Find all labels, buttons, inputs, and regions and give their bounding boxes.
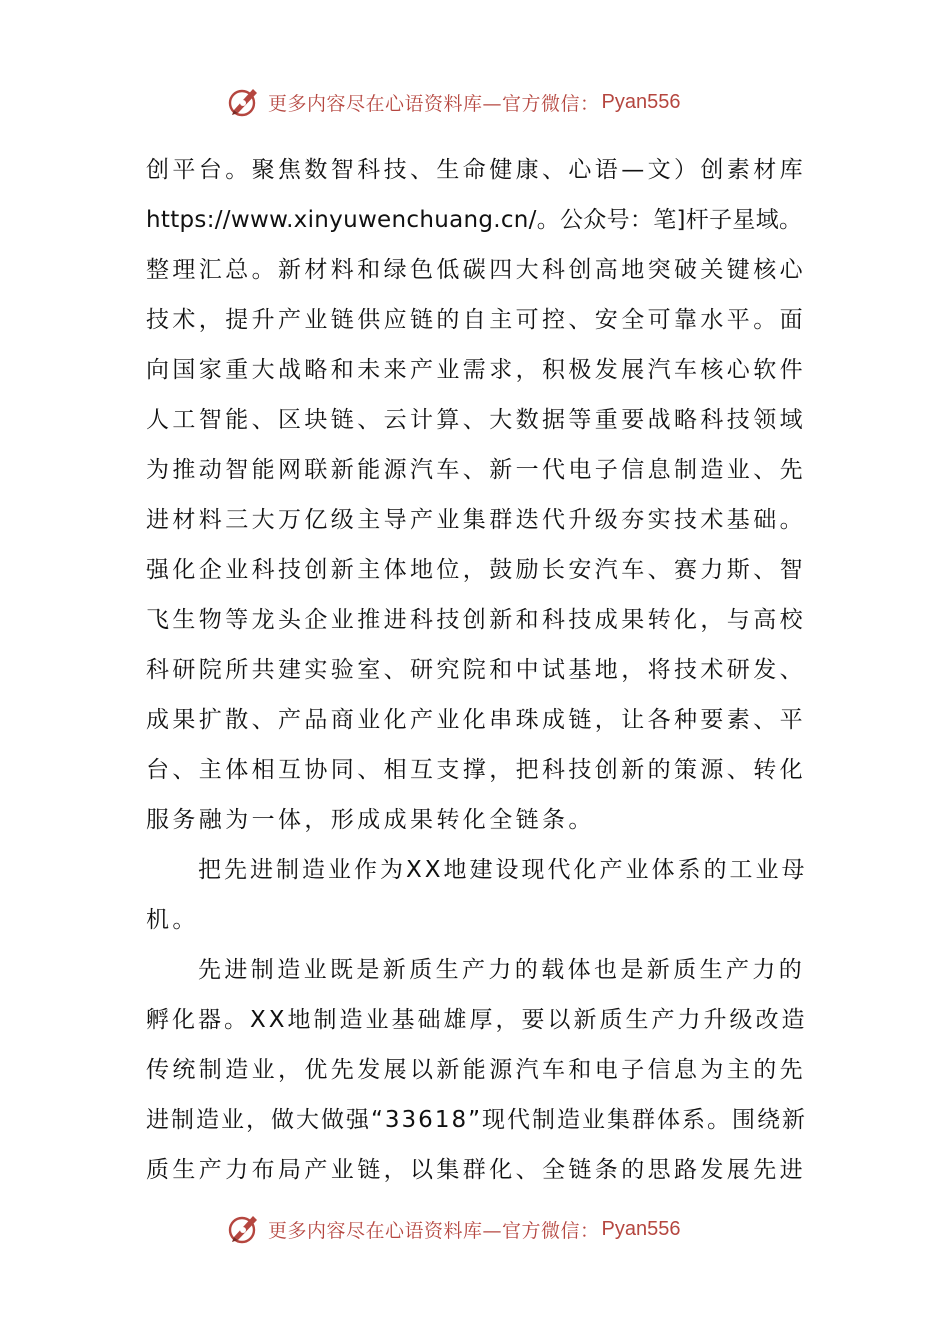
text-line: 创平台。聚焦数智科技、生命健康、心语—文）创素材库 xyxy=(146,157,806,183)
text-line: 为推动智能网联新能源汽车、新一代电子信息制造业、先 xyxy=(146,457,806,483)
text-line-paragraph-start: 把先进制造业作为XX地建设现代化产业体系的工业母 xyxy=(198,857,808,883)
text-line: 技术，提升产业链供应链的自主可控、安全可靠水平。面 xyxy=(146,307,806,333)
text-line: 服务融为一体，形成成果转化全链条。 xyxy=(146,807,595,833)
text-line: 强化企业科技创新主体地位，鼓励长安汽车、赛力斯、智 xyxy=(146,557,806,583)
text-line: 进制造业，做大做强“33618”现代制造业集群体系。围绕新 xyxy=(146,1107,807,1133)
text-line: 进材料三大万亿级主导产业集群迭代升级夯实技术基础。 xyxy=(146,507,806,533)
text-line: 整理汇总。新材料和绿色低碳四大科创高地突破关键核心 xyxy=(146,257,806,283)
document-body xyxy=(146,145,806,1195)
text-line: 台、主体相互协同、相互支撑，把科技创新的策源、转化 xyxy=(146,757,806,783)
text-line: 人工智能、区块链、云计算、大数据等重要战略科技领域 xyxy=(146,407,806,433)
text-line: 孵化器。XX地制造业基础雄厚，要以新质生产力升级改造 xyxy=(146,1007,808,1033)
text-line: 传统制造业，优先发展以新能源汽车和电子信息为主的先 xyxy=(146,1057,806,1083)
pen-logo-icon xyxy=(226,1211,262,1247)
text-line: 质生产力布局产业链，以集群化、全链条的思路发展先进 xyxy=(146,1157,806,1183)
footer-banner-handle: Pyan556 xyxy=(601,1217,681,1240)
footer-banner xyxy=(226,1209,746,1249)
header-banner-handle: Pyan556 xyxy=(601,90,681,113)
text-line: 向国家重大战略和未来产业需求，积极发展汽车核心软件 xyxy=(146,357,806,383)
footer-banner-text: 更多内容尽在心语资料库—官方微信： xyxy=(268,1219,600,1242)
header-banner xyxy=(226,82,746,122)
text-line: 科研院所共建实验室、研究院和中试基地，将技术研发、 xyxy=(146,657,806,683)
text-line: 飞生物等龙头企业推进科技创新和科技成果转化，与高校 xyxy=(146,607,806,633)
text-line: 机。 xyxy=(146,907,199,933)
header-banner-text: 更多内容尽在心语资料库—官方微信： xyxy=(268,92,600,115)
text-line: https://www.xinyuwenchuang.cn/。公众号：笔]杆子星域。 xyxy=(146,207,803,233)
text-line: 成果扩散、产品商业化产业化串珠成链，让各种要素、平 xyxy=(146,707,806,733)
text-line-paragraph-start: 先进制造业既是新质生产力的载体也是新质生产力的 xyxy=(198,957,806,983)
pen-logo-icon xyxy=(226,84,262,120)
